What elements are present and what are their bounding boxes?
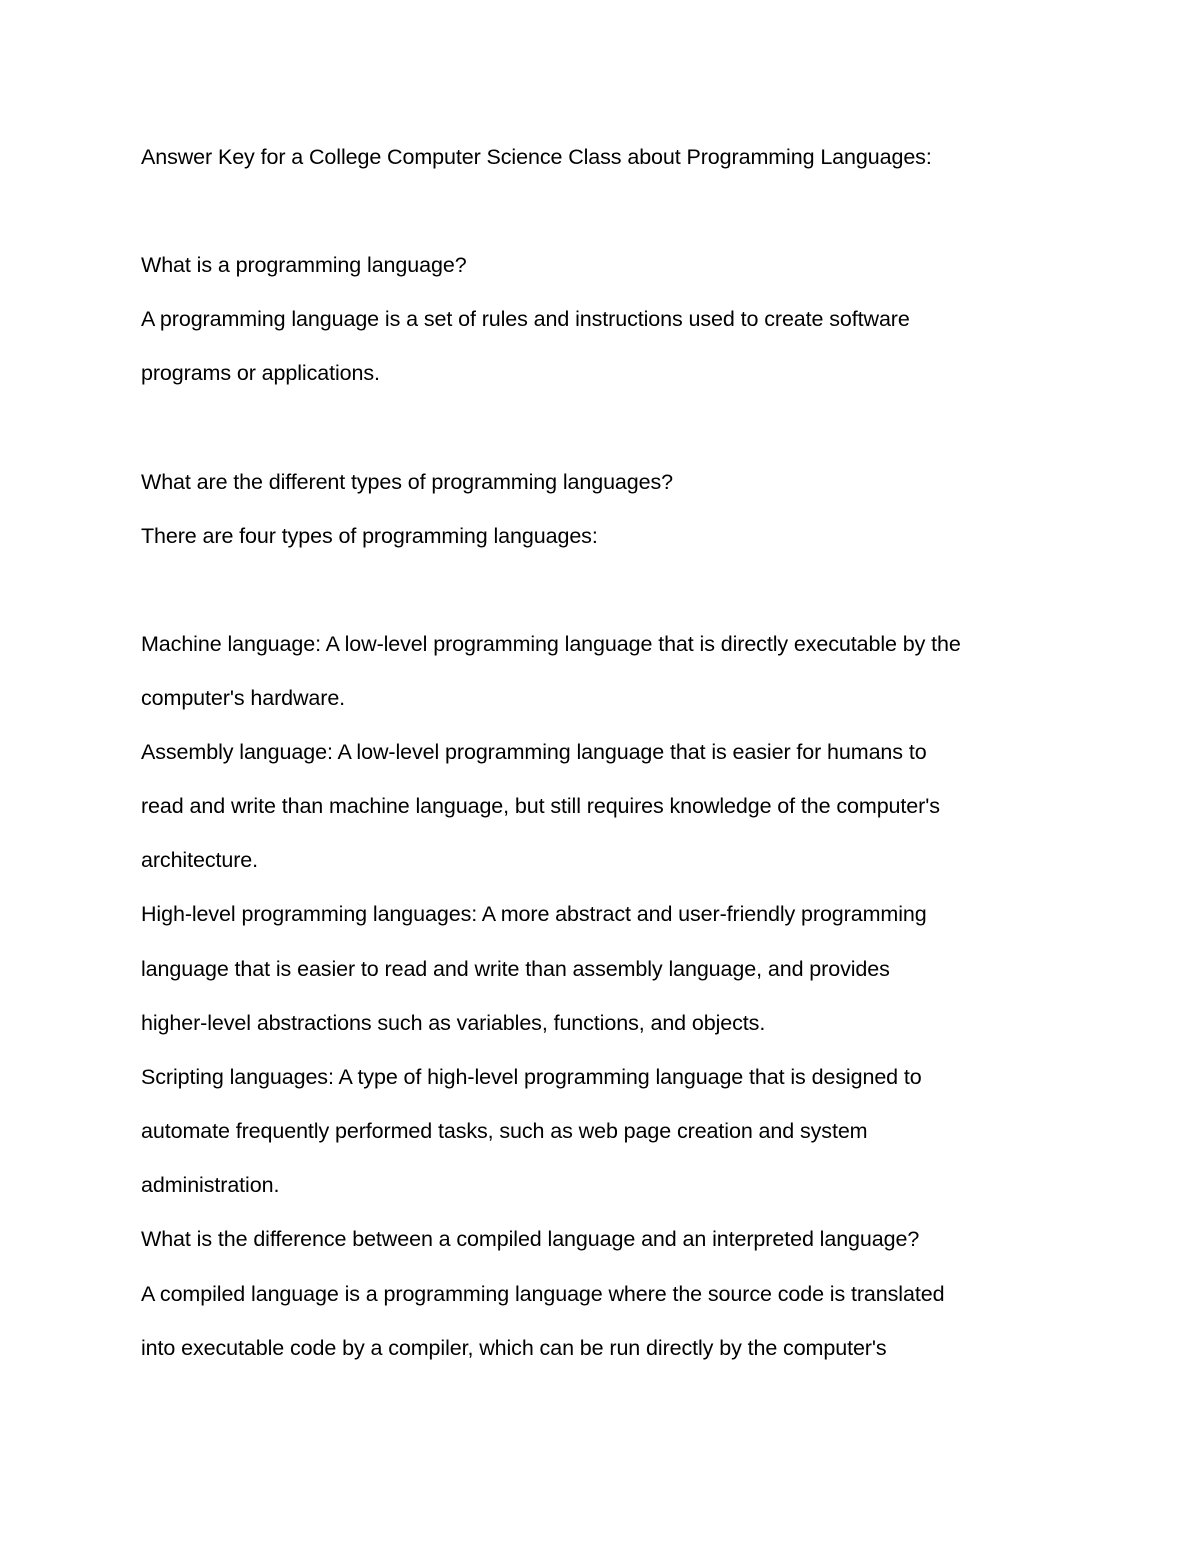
assembly-language-line-1: Assembly language: A low-level programming language that is easier for humans to xyxy=(141,740,927,764)
answer-3-line-2: into executable code by a compiler, which can be run directly by the computer's xyxy=(141,1336,887,1360)
machine-language-line-1: Machine language: A low-level programming language that is directly executable by the xyxy=(141,632,961,656)
scripting-line-1: Scripting languages: A type of high-level programming language that is designed to xyxy=(141,1065,922,1089)
answer-1-line-1: A programming language is a set of rules and instructions used to create software xyxy=(141,307,910,331)
answer-3-line-1: A compiled language is a programming language where the source code is translated xyxy=(141,1282,945,1306)
high-level-line-3: higher-level abstractions such as variables, functions, and objects. xyxy=(141,1011,766,1035)
answer-1-line-2: programs or applications. xyxy=(141,361,380,385)
scripting-line-3: administration. xyxy=(141,1173,280,1197)
assembly-language-line-3: architecture. xyxy=(141,848,259,872)
question-2: What are the different types of programming languages? xyxy=(141,470,674,494)
document-title: Answer Key for a College Computer Science Class about Programming Languages: xyxy=(141,145,932,169)
question-1: What is a programming language? xyxy=(141,253,467,277)
assembly-language-line-2: read and write than machine language, but still requires knowledge of the computer's xyxy=(141,794,940,818)
high-level-line-2: language that is easier to read and write than assembly language, and provides xyxy=(141,957,890,981)
scripting-line-2: automate frequently performed tasks, such as web page creation and system xyxy=(141,1119,868,1143)
machine-language-line-2: computer's hardware. xyxy=(141,686,346,710)
question-3: What is the difference between a compiled language and an interpreted language? xyxy=(141,1227,920,1251)
answer-2-intro: There are four types of programming languages: xyxy=(141,524,598,548)
high-level-line-1: High-level programming languages: A more abstract and user-friendly programming xyxy=(141,902,927,926)
